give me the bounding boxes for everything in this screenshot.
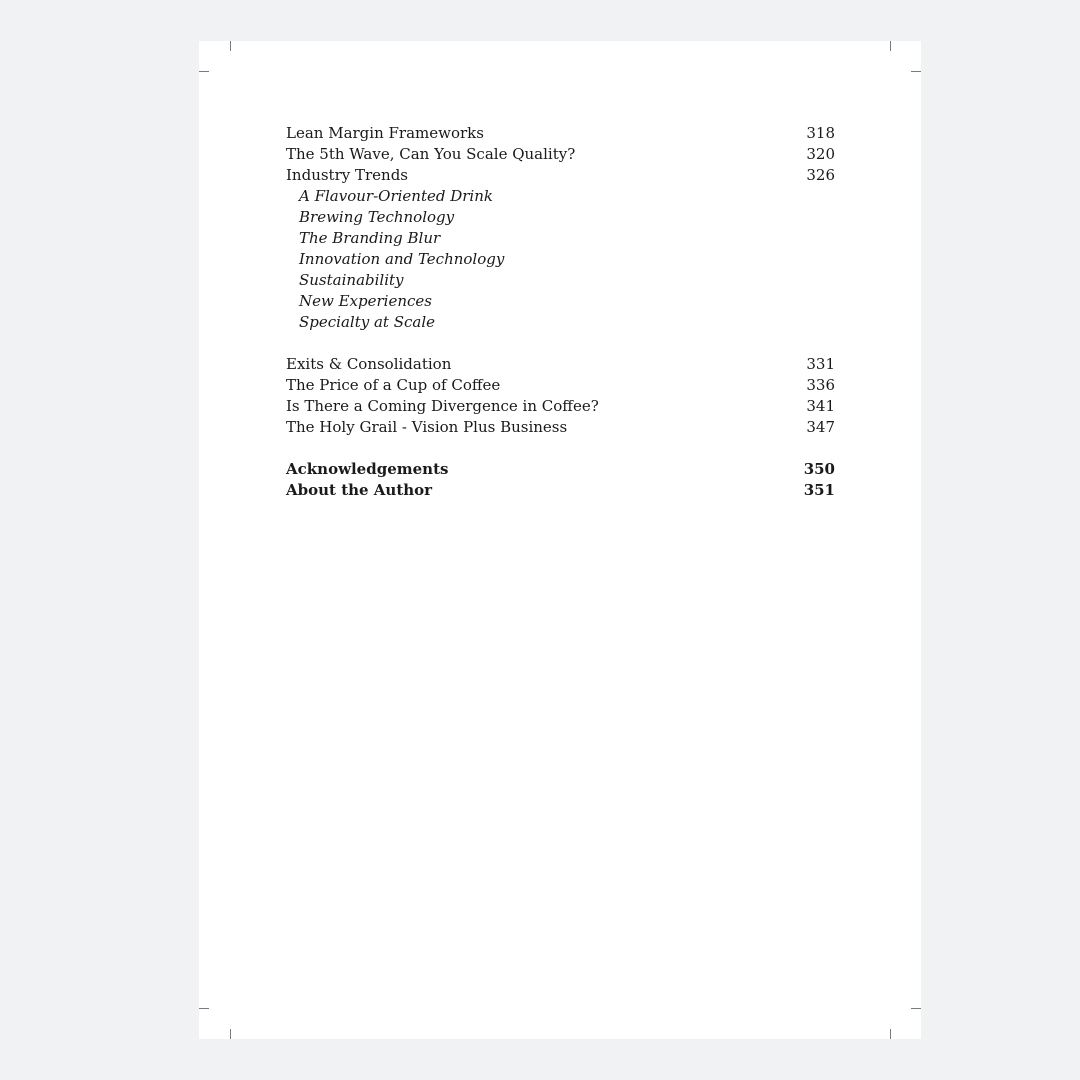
crop-mark-bottom-left-vertical [230,1029,231,1039]
toc-entry-page: 318 [806,124,835,142]
toc-entry-acknowledgements[interactable] [286,459,835,480]
toc-entry-page: 326 [806,166,835,184]
crop-mark-top-right-horizontal [911,71,921,72]
toc-subentry-branding-blur[interactable] [286,228,835,249]
toc-entry-price-of-cup[interactable] [286,375,835,396]
toc-subentry-title: Innovation and Technology [299,250,505,268]
toc-entry-exits-consolidation[interactable] [286,354,835,375]
crop-mark-top-left-horizontal [199,71,209,72]
toc-subentry-title: New Experiences [299,292,432,310]
crop-mark-bottom-right-horizontal [911,1008,921,1009]
toc-entry-title: The Holy Grail - Vision Plus Business [286,418,568,436]
toc-entry-page: 331 [806,355,835,373]
toc-entry-title: Is There a Coming Divergence in Coffee? [286,397,599,415]
toc-entry-about-the-author[interactable] [286,480,835,501]
toc-entry-title: The 5th Wave, Can You Scale Quality? [286,145,576,163]
crop-mark-bottom-left-horizontal [199,1008,209,1009]
toc-entry-page: 351 [803,481,835,499]
toc-subentry-title: Brewing Technology [299,208,455,226]
toc-spacer [286,438,835,459]
toc-entry-lean-margin-frameworks[interactable] [286,123,835,144]
toc-subentry-new-experiences[interactable] [286,291,835,312]
crop-mark-top-right-vertical [890,41,891,51]
toc-subentry-title: Specialty at Scale [299,313,435,331]
table-of-contents [286,123,835,501]
toc-subentry-flavour-oriented-drink[interactable] [286,186,835,207]
toc-entry-coming-divergence[interactable] [286,396,835,417]
toc-entry-title: About the Author [286,481,433,499]
toc-entry-holy-grail[interactable] [286,417,835,438]
crop-mark-top-left-vertical [230,41,231,51]
toc-subentry-title: The Branding Blur [299,229,441,247]
toc-entry-page: 341 [806,397,835,415]
toc-spacer [286,333,835,354]
toc-subentry-innovation-technology[interactable] [286,249,835,270]
toc-subentry-sustainability[interactable] [286,270,835,291]
crop-mark-bottom-right-vertical [890,1029,891,1039]
toc-entry-title: Acknowledgements [286,460,449,478]
toc-entry-page: 347 [806,418,835,436]
toc-entry-title: Lean Margin Frameworks [286,124,484,142]
toc-subentry-title: A Flavour-Oriented Drink [299,187,493,205]
toc-entry-title: The Price of a Cup of Coffee [286,376,501,394]
toc-entry-page: 320 [806,145,835,163]
toc-subentry-title: Sustainability [299,271,404,289]
toc-subentry-brewing-technology[interactable] [286,207,835,228]
document-page [199,41,921,1039]
toc-entry-page: 336 [806,376,835,394]
toc-subentry-specialty-at-scale[interactable] [286,312,835,333]
toc-entry-industry-trends[interactable] [286,165,835,186]
toc-entry-page: 350 [803,460,835,478]
toc-entry-title: Exits & Consolidation [286,355,452,373]
toc-entry-title: Industry Trends [286,166,408,184]
toc-entry-5th-wave[interactable] [286,144,835,165]
